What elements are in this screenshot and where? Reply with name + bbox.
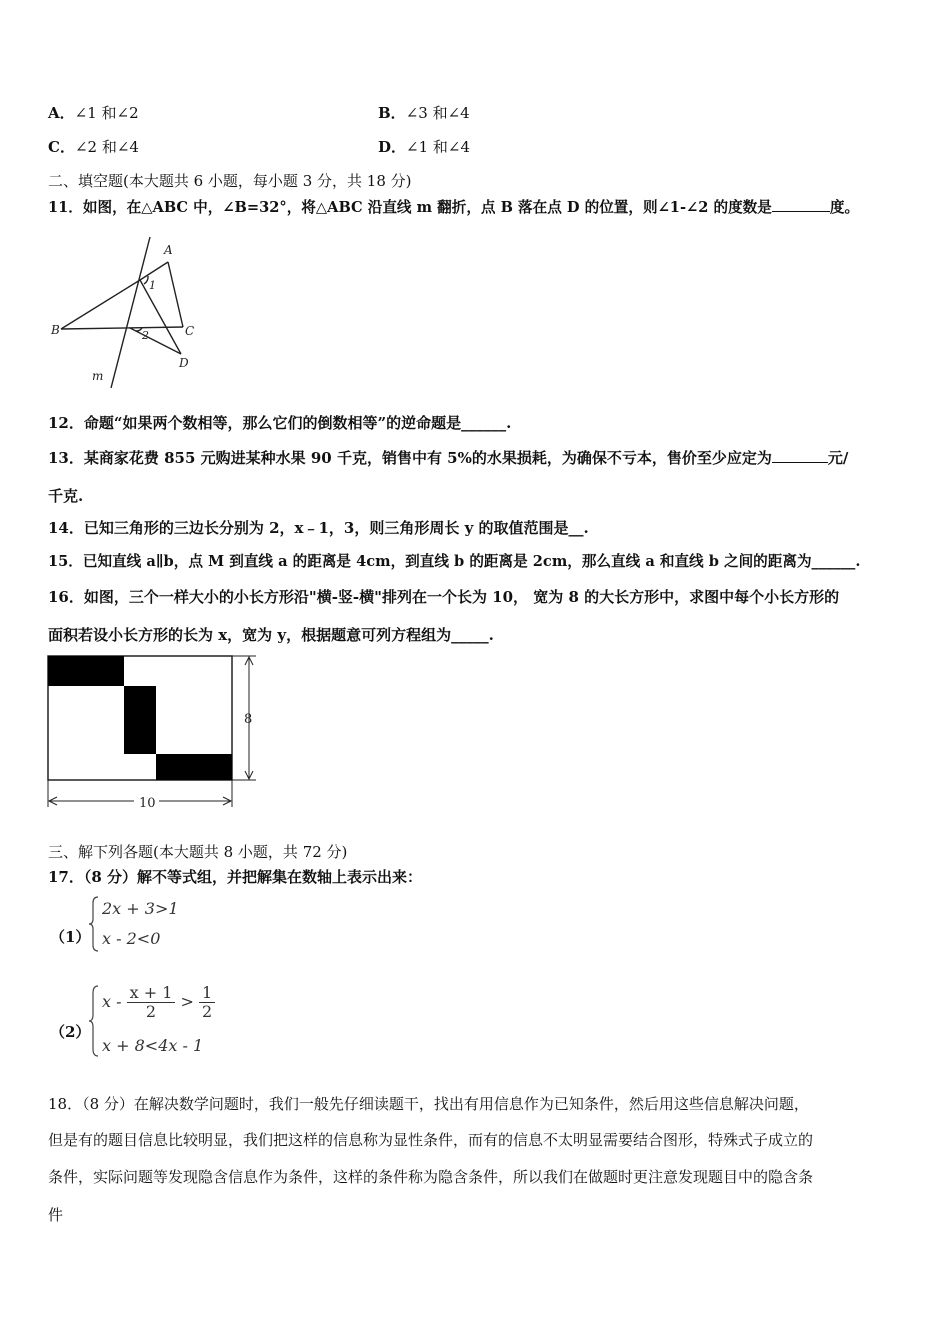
q11-triangle-figure xyxy=(48,232,218,392)
q16-text-line2: 面积若设小长方形的长为 x，宽为 y，根据题意可列方程组为_____. xyxy=(48,626,494,644)
q11-text: 11．如图，在△ABC 中，∠B=32°，将△ABC 沿直线 m 翻折，点 B 落在点 D 的位置，则∠1-∠2 的度数是 度。 xyxy=(48,199,860,216)
q18-text-line3: 条件，实际问题等发现隐含信息作为条件，这样的条件称为隐含条件，所以我们在做题时更注意发现题目中的隐含条 xyxy=(48,1168,814,1186)
brace-2 xyxy=(88,984,100,1058)
section2-heading: 二、填空题(本大题共 6 小题，每小题 3 分，共 18 分) xyxy=(48,172,412,190)
q12-text: 12．命题“如果两个数相等，那么它们的倒数相等”的逆命题是______. xyxy=(48,414,512,432)
q13-text-line2: 千克. xyxy=(48,487,84,505)
small-rect-top xyxy=(48,656,124,686)
q16-text-line1: 16．如图，三个一样大小的小长方形沿"横-竖-横"排列在一个长为 10， 宽为 8 的大长方形中，求图中每个小长方形的 xyxy=(48,588,840,606)
label-1: 1 xyxy=(149,279,156,292)
label-m: m xyxy=(92,369,104,383)
option-d: D．∠1 和∠4 xyxy=(378,138,471,156)
label-c: C xyxy=(185,324,195,338)
height-label: 8 xyxy=(244,712,253,727)
small-rect-bottom xyxy=(156,754,232,780)
q18-text-line2: 但是有的题目信息比较明显，我们把这样的信息称为显性条件，而有的信息不太明显需要结合图形，特殊式子成立的 xyxy=(48,1131,814,1149)
q18-text-line1: 18．（8 分）在解决数学问题时，我们一般先仔细读题干，找出有用信息作为已知条件，然后用这些信息解决问题， xyxy=(48,1095,809,1113)
label-a: A xyxy=(164,243,173,257)
label-d: D xyxy=(179,356,189,370)
option-b: B．∠3 和∠4 xyxy=(378,104,470,122)
segment-ac xyxy=(168,262,183,327)
segment-pa xyxy=(140,262,168,280)
q17-text: 17．（8 分）解不等式组，并把解集在数轴上表示出来： xyxy=(48,868,423,886)
brace-1 xyxy=(88,895,100,953)
section3-heading: 三、解下列各题(本大题共 8 小题，共 72 分) xyxy=(48,843,348,861)
option-c: C．∠2 和∠4 xyxy=(48,138,139,156)
label-b: B xyxy=(51,323,60,337)
q16-rectangle-figure xyxy=(44,652,264,814)
q18-text-line4: 件 xyxy=(48,1206,64,1224)
q17-system-1: （1） 2x + 3>1 x - 2<0 xyxy=(48,893,248,957)
q17-system-2: （2） x - $\frac{x + 1}{2}$ > $\frac{1}{2}$ x + 8<4x - 1 xyxy=(48,980,268,1060)
fold-line-m xyxy=(111,237,150,388)
label-2: 2 xyxy=(142,329,149,342)
q14-text: 14．已知三角形的三边长分别为 2，x﹣1，3，则三角形周长 y 的取值范围是__. xyxy=(48,519,589,537)
segment-bc xyxy=(61,327,183,329)
q15-text: 15．已知直线 a∥b，点 M 到直线 a 的距离是 4cm，到直线 b 的距离是 2cm，那么直线 a 和直线 b 之间的距离为______. xyxy=(48,553,861,570)
small-rect-middle xyxy=(124,686,156,754)
option-a: A．∠1 和∠2 xyxy=(48,104,139,122)
width-label: 10 xyxy=(139,796,156,811)
q13-text: 13．某商家花费 855 元购进某种水果 90 千克，销售中有 5%的水果损耗，为确保不亏本，售价至少应定为 元/ xyxy=(48,449,849,467)
